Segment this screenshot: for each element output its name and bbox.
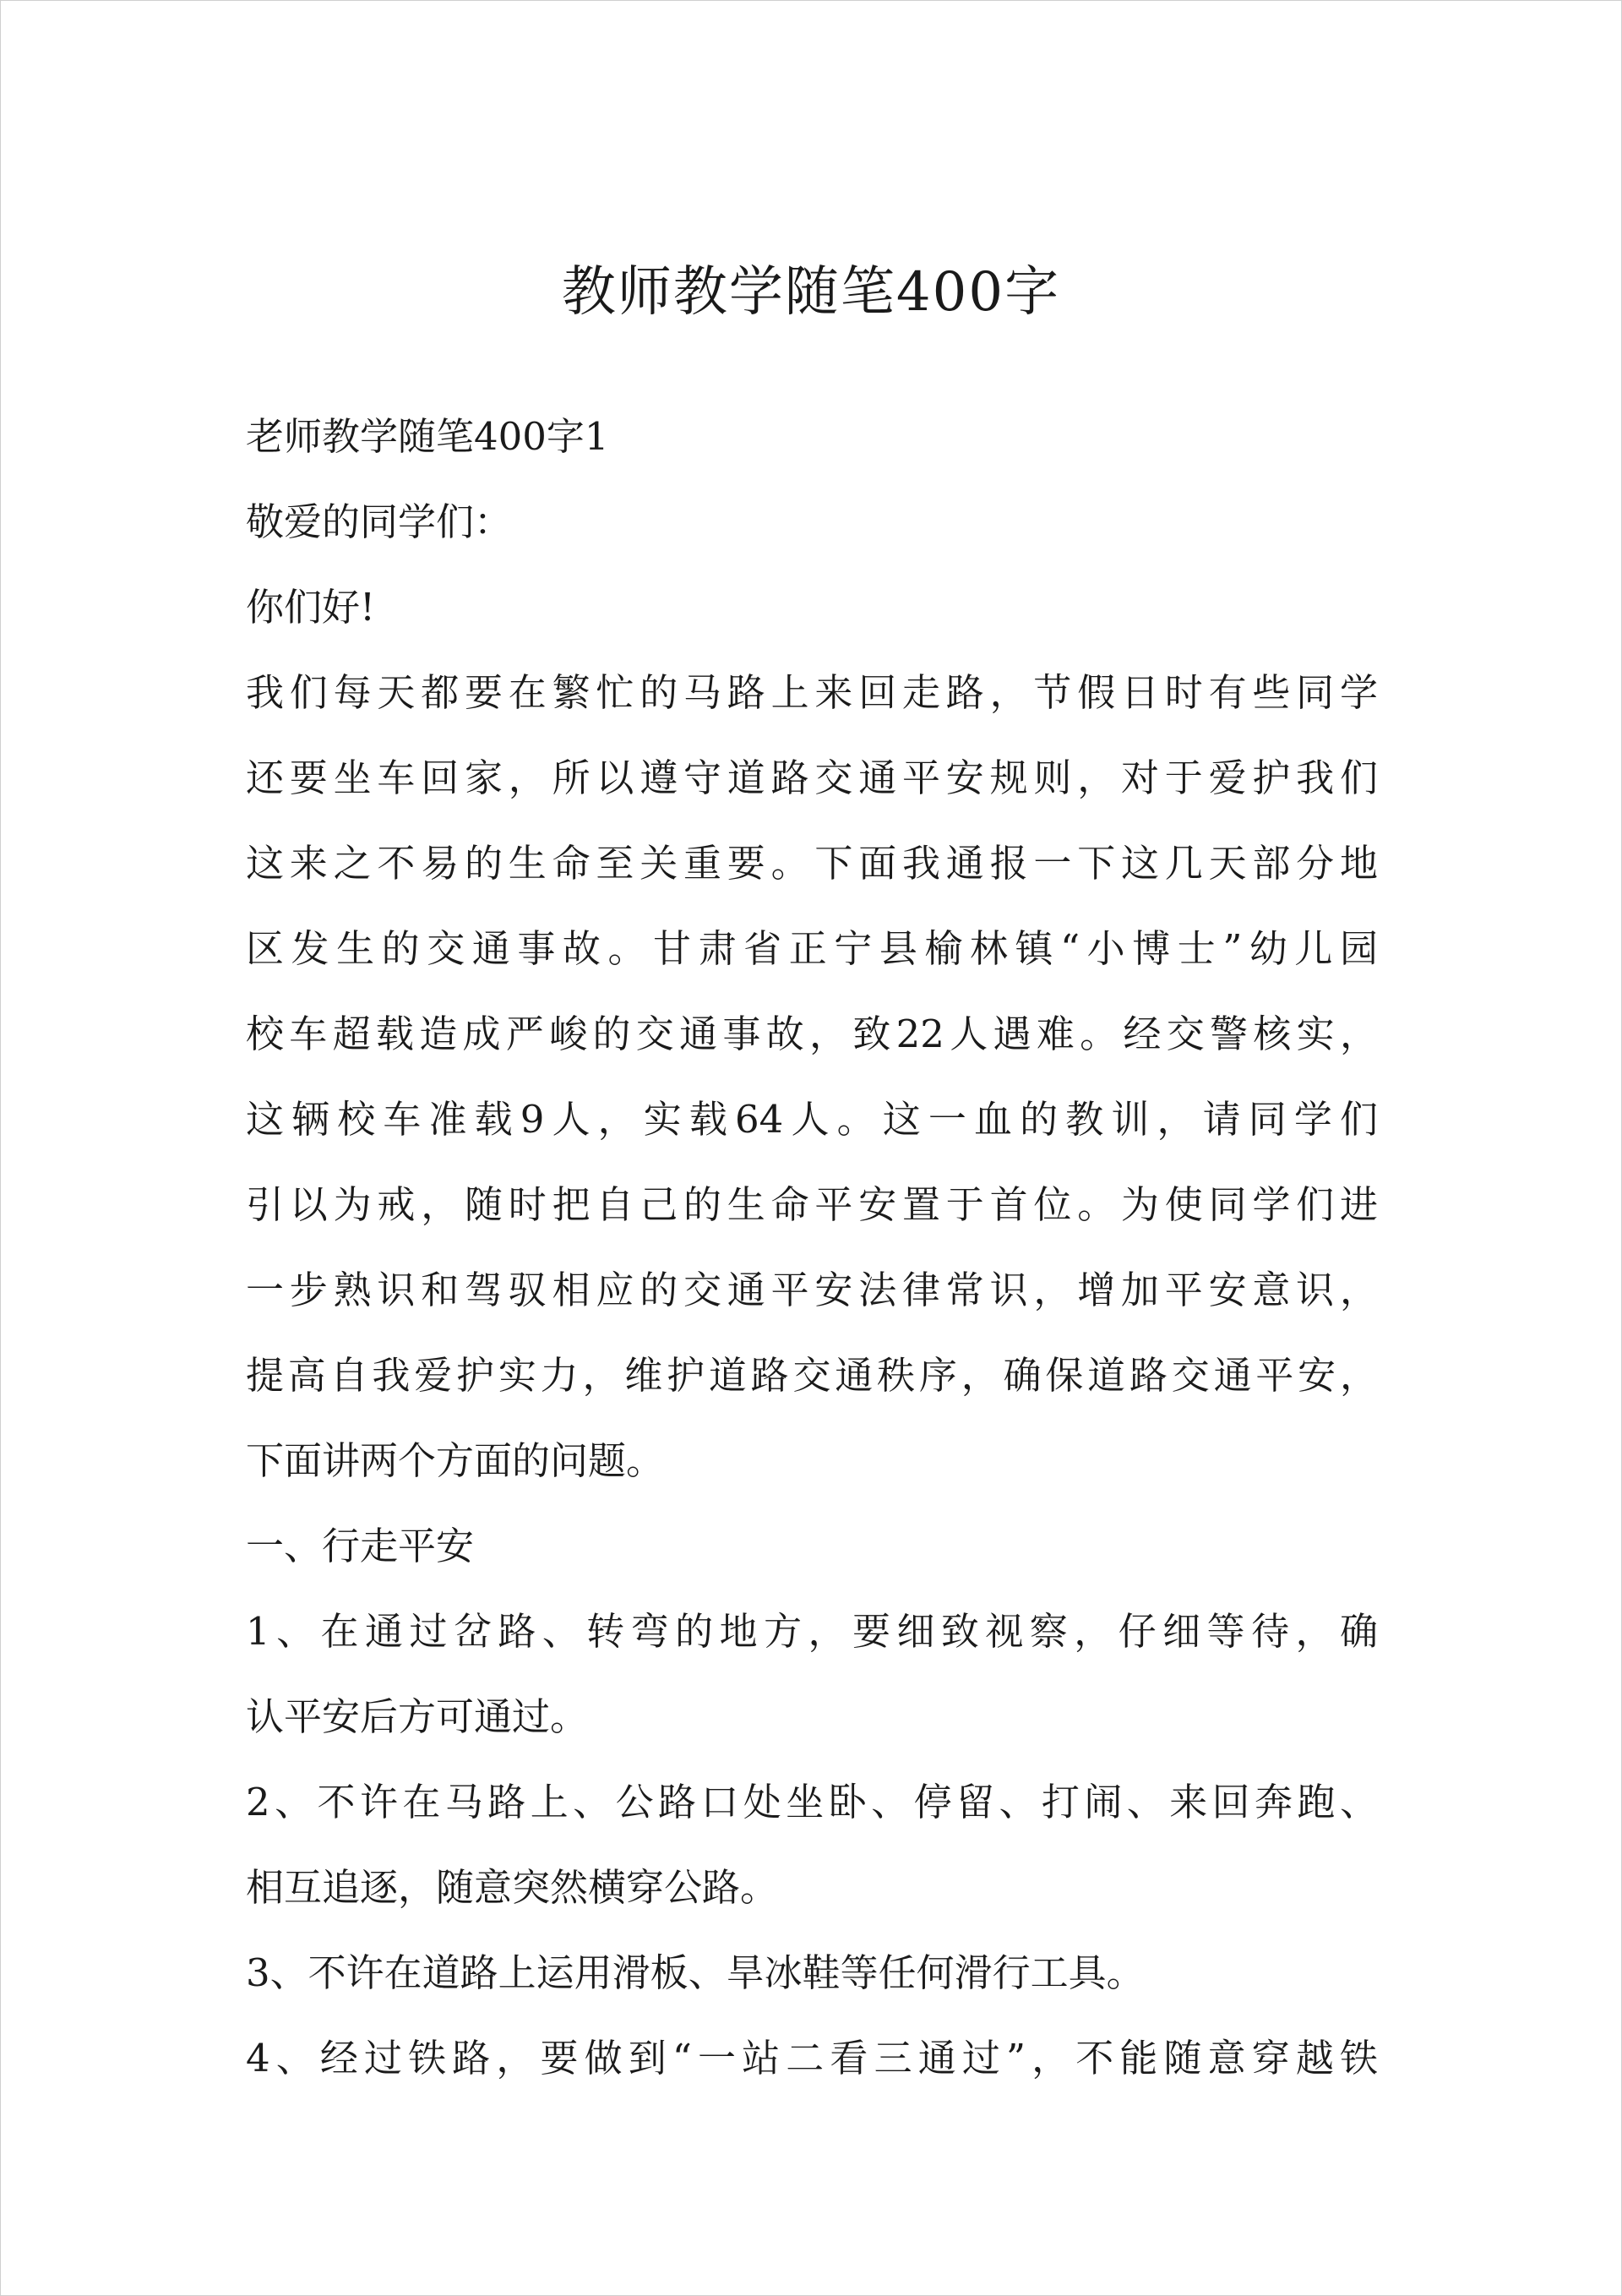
list-item-line: 认平安后方可通过。 bbox=[246, 1694, 589, 1739]
body-line: 我们每天都要在繁忙的马路上来回走路，节假日时有些同学 bbox=[246, 670, 1378, 715]
list-item-line: 2、不许在马路上、公路口处坐卧、停留、打闹、来回奔跑、 bbox=[246, 1780, 1378, 1824]
section-heading: 老师教学随笔400字1 bbox=[246, 414, 609, 459]
body-line: 下面讲两个方面的问题。 bbox=[246, 1438, 665, 1483]
body-line: 校车超载造成严峻的交通事故，致22人遇难。经交警核实， bbox=[246, 1012, 1378, 1056]
document-body bbox=[246, 394, 1378, 2101]
body-line: 区发生的交通事故。甘肃省正宁县榆林镇“小博士”幼儿园 bbox=[246, 926, 1378, 971]
list-item-line: 相互追逐，随意突然横穿公路。 bbox=[246, 1865, 779, 1910]
document-title: 教师教学随笔400字 bbox=[561, 261, 1061, 324]
subsection-heading: 一、行走平安 bbox=[246, 1524, 475, 1568]
greeting: 你们好! bbox=[246, 585, 376, 630]
body-line: 一步熟识和驾驭相应的交通平安法律常识，增加平安意识， bbox=[246, 1268, 1378, 1312]
body-line: 这来之不易的生命至关重要。下面我通报一下这几天部分地 bbox=[246, 841, 1378, 886]
body-line: 引以为戒，随时把自己的生命平安置于首位。为使同学们进 bbox=[246, 1182, 1378, 1227]
salutation: 敬爱的同学们： bbox=[246, 499, 513, 544]
list-item-line: 3、不许在道路上运用滑板、旱冰鞋等任何滑行工具。 bbox=[246, 1950, 1145, 1995]
list-item-line: 4、经过铁路，要做到“一站二看三通过”，不能随意穿越铁 bbox=[246, 2036, 1378, 2081]
body-line: 提高自我爱护实力，维护道路交通秩序，确保道路交通平安， bbox=[246, 1353, 1378, 1398]
body-line: 这辆校车准载9人，实载64人。这一血的教训，请同学们 bbox=[246, 1097, 1378, 1142]
list-item-line: 1、在通过岔路、转弯的地方，要细致视察，仔细等待，确 bbox=[246, 1609, 1378, 1654]
body-line: 还要坐车回家，所以遵守道路交通平安规则，对于爱护我们 bbox=[246, 755, 1378, 800]
